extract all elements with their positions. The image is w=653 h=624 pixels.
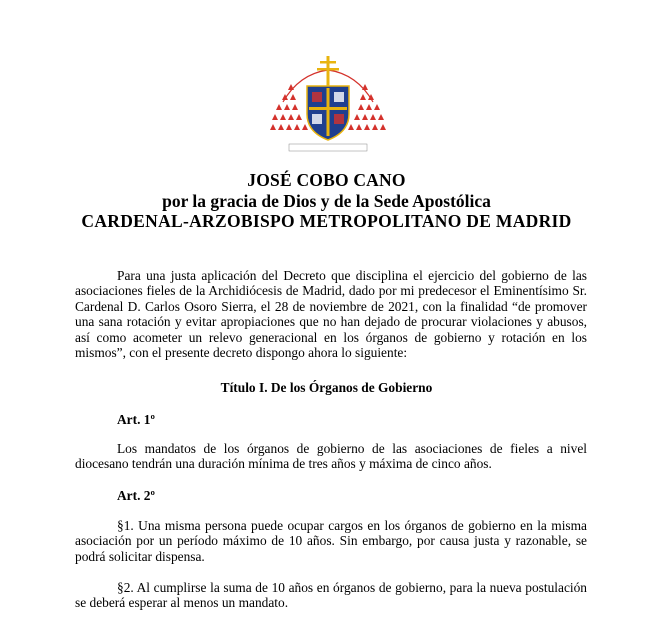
article-2-section-2: §2. Al cumplirse la suma de 10 años en órganos de gobierno, para la nueva postulación se deberá esperar al menos un mandato. (75, 580, 587, 611)
article-1-text: Los mandatos de los órganos de gobierno de las asociaciones de fieles a nivel diocesano tendrán una duración mínima de tres años y máxima de cinco años. (75, 441, 587, 472)
intro-paragraph: Para una justa aplicación del Decreto que disciplina el ejercicio del gobierno de las asociaciones fieles de la Archidiócesis de Madrid, dado por mi predecesor el Eminentísimo Sr. Cardenal D. Carlos Osoro Sierra, el 28 de noviembre de 2021, con la finalidad “de promover una sana rotación y evitar apropiaciones que no han dejado de procurar violaciones y abusos, así como acometer un relevo generacional en los órganos de gobierno y rotación en los mismos”, con el presente decreto dispongo ahora lo siguiente: (75, 268, 587, 361)
author-name: JOSÉ COBO CANO (247, 170, 406, 190)
article-1-label: Art. 1º (117, 412, 155, 427)
author-grace-line: por la gracia de Dios y de la Sede Apostólica (162, 191, 491, 211)
article-2-label: Art. 2º (117, 488, 155, 503)
section-title: Título I. De los Órganos de Gobierno (220, 380, 433, 395)
coat-of-arms-icon (269, 52, 387, 157)
article-2-section-1: §1. Una misma persona puede ocupar cargos en los órganos de gobierno en la misma asociación por un período máximo de 10 años. Sin embargo, por causa justa y razonable, se podrá solicitar dispensa. (75, 518, 587, 564)
author-office: CARDENAL-ARZOBISPO METROPOLITANO DE MADRID (81, 211, 572, 231)
